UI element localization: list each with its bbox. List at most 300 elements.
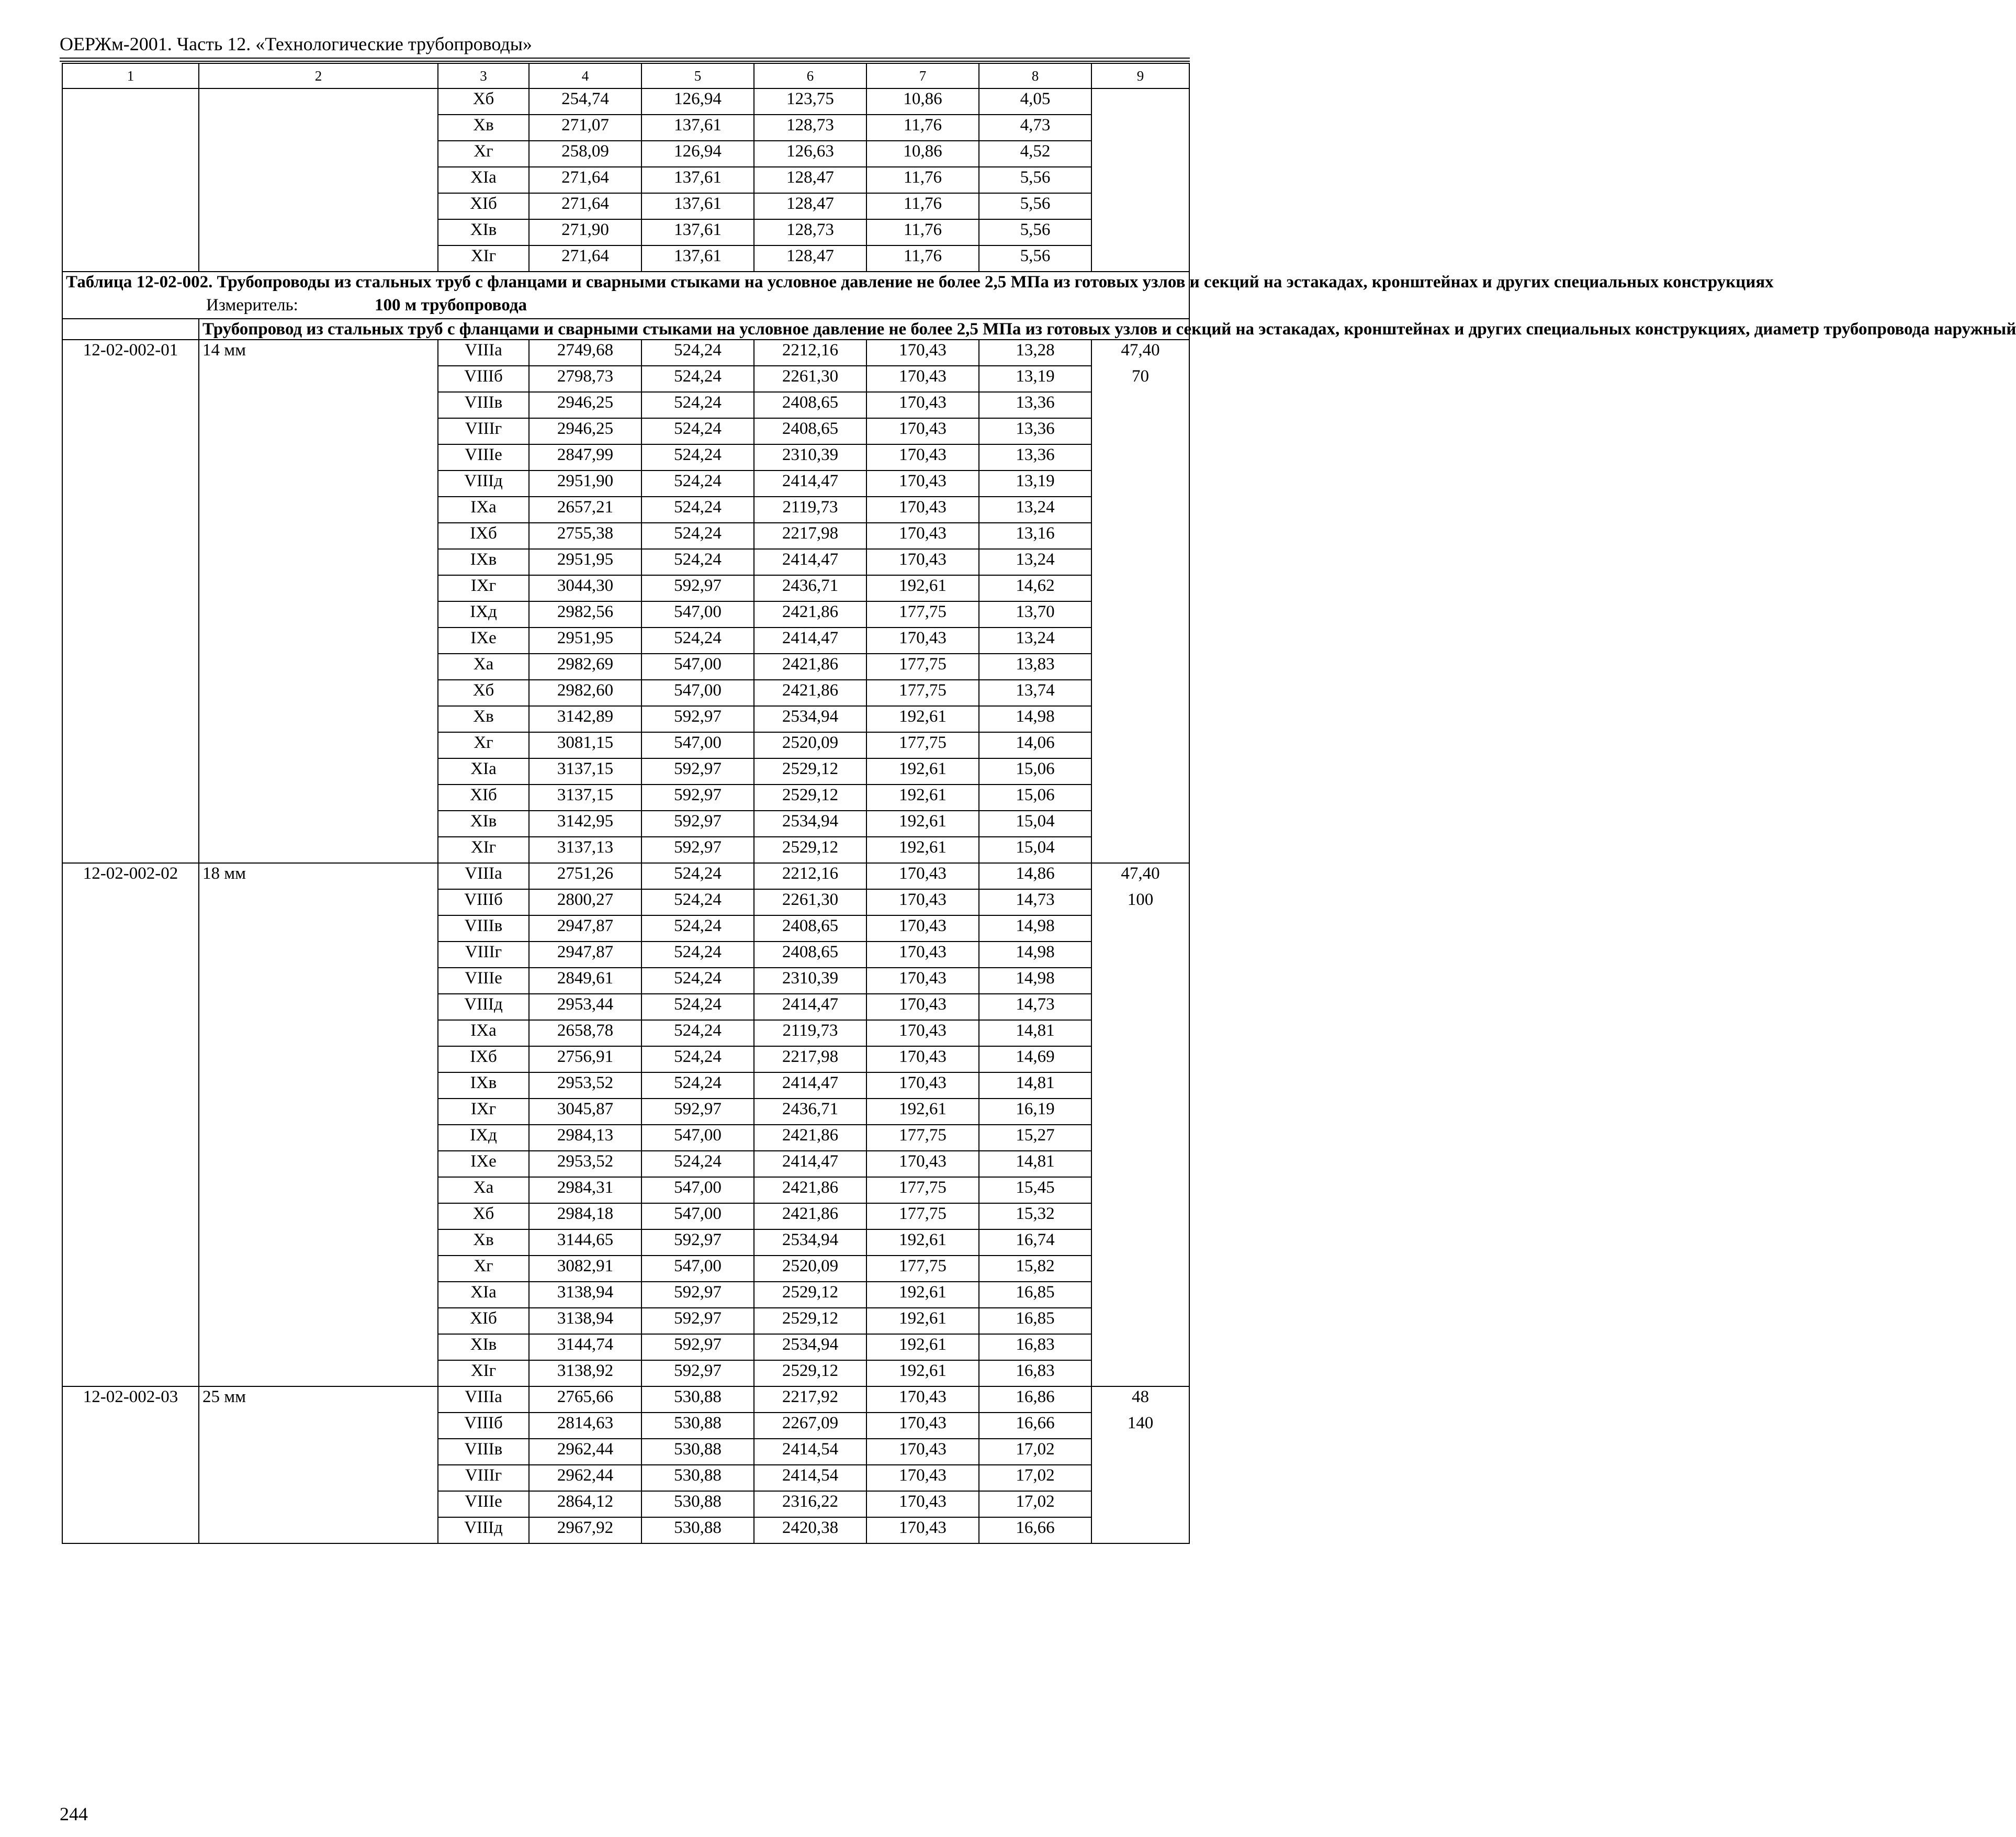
notes-cell — [1091, 1517, 1189, 1543]
value-cell: 170,43 — [866, 1386, 979, 1413]
value-cell: 170,43 — [866, 523, 979, 549]
value-cell: 547,00 — [641, 680, 754, 706]
notes-cell — [1091, 1099, 1189, 1125]
value-cell: 2408,65 — [754, 392, 866, 418]
notes-cell — [1091, 1256, 1189, 1282]
value-cell: 177,75 — [866, 1203, 979, 1229]
value-cell: 524,24 — [641, 497, 754, 523]
value-cell: IXд — [438, 601, 529, 628]
code-cell — [62, 193, 199, 219]
value-cell: Xв — [438, 706, 529, 732]
value-cell: 524,24 — [641, 994, 754, 1020]
value-cell: 15,27 — [979, 1125, 1091, 1151]
value-cell: 128,47 — [754, 245, 866, 272]
column-number: 3 — [438, 63, 529, 88]
value-cell: 2984,13 — [529, 1125, 641, 1151]
notes-cell — [1091, 1177, 1189, 1203]
notes-cell — [1091, 706, 1189, 732]
value-cell: 2962,44 — [529, 1465, 641, 1491]
code-cell — [62, 245, 199, 272]
value-cell: 592,97 — [641, 785, 754, 811]
value-cell: 177,75 — [866, 1125, 979, 1151]
value-cell: 126,94 — [641, 88, 754, 115]
value-cell: 524,24 — [641, 1072, 754, 1099]
value-cell: 2414,47 — [754, 994, 866, 1020]
value-cell: 271,64 — [529, 167, 641, 193]
notes-cell — [1091, 88, 1189, 115]
pipe-diameter: 14 мм — [199, 340, 438, 863]
value-cell: 15,04 — [979, 811, 1091, 837]
value-cell: 126,63 — [754, 141, 866, 167]
value-cell: 2984,18 — [529, 1203, 641, 1229]
value-cell: VIIIв — [438, 1439, 529, 1465]
value-cell: 2267,09 — [754, 1413, 866, 1439]
notes-cell — [1091, 1439, 1189, 1465]
value-cell: 524,24 — [641, 1046, 754, 1072]
value-cell: 524,24 — [641, 942, 754, 968]
value-cell: 2414,47 — [754, 1072, 866, 1099]
table-row — [62, 219, 1189, 245]
value-cell: 2534,94 — [754, 811, 866, 837]
notes-cell — [1091, 1308, 1189, 1334]
value-cell: IXa — [438, 497, 529, 523]
value-cell: 3142,89 — [529, 706, 641, 732]
notes-cell — [1091, 968, 1189, 994]
column-number: 4 — [529, 63, 641, 88]
table-row — [62, 340, 1189, 366]
table-row — [62, 88, 1189, 115]
value-cell: 192,61 — [866, 706, 979, 732]
value-cell: XIв — [438, 811, 529, 837]
value-cell: Xв — [438, 115, 529, 141]
rates-table-body — [62, 63, 2016, 1543]
value-cell: 2436,71 — [754, 1099, 866, 1125]
description-row — [62, 319, 1189, 340]
header-rule-bottom — [60, 61, 1190, 62]
value-cell: 2119,73 — [754, 497, 866, 523]
value-cell: 137,61 — [641, 167, 754, 193]
value-cell: 16,86 — [979, 1386, 1091, 1413]
value-cell: 177,75 — [866, 1256, 979, 1282]
column-number: 8 — [979, 63, 1091, 88]
value-cell: XIa — [438, 758, 529, 785]
column-number: 2 — [199, 63, 438, 88]
value-cell: 2814,63 — [529, 1413, 641, 1439]
value-cell: 524,24 — [641, 968, 754, 994]
column-number: 9 — [1091, 63, 1189, 88]
value-cell: 2217,98 — [754, 1046, 866, 1072]
value-cell: 16,66 — [979, 1413, 1091, 1439]
value-cell: 271,64 — [529, 193, 641, 219]
value-cell: 170,43 — [866, 628, 979, 654]
value-cell: 14,98 — [979, 968, 1091, 994]
value-cell: 592,97 — [641, 575, 754, 601]
value-cell: 3144,74 — [529, 1334, 641, 1360]
value-cell: 2953,44 — [529, 994, 641, 1020]
pipe-diameter: 18 мм — [199, 863, 438, 1386]
value-cell: 16,19 — [979, 1099, 1091, 1125]
value-cell: 128,47 — [754, 193, 866, 219]
page-number: 244 — [60, 1804, 88, 1824]
notes-value: 48 — [1091, 1386, 1189, 1413]
value-cell: 192,61 — [866, 785, 979, 811]
meter-value: 100 м трубопровода — [375, 296, 527, 315]
table-row — [62, 141, 1189, 167]
value-cell: 16,74 — [979, 1229, 1091, 1256]
meter-label: Измеритель: — [206, 296, 298, 315]
value-cell: 10,86 — [866, 141, 979, 167]
value-cell: VIIIa — [438, 340, 529, 366]
value-cell: 2421,86 — [754, 680, 866, 706]
notes-cell — [1091, 1229, 1189, 1256]
value-cell: 192,61 — [866, 1229, 979, 1256]
value-cell: 192,61 — [866, 1360, 979, 1386]
value-cell: IXг — [438, 575, 529, 601]
value-cell: 14,73 — [979, 889, 1091, 915]
value-cell: 524,24 — [641, 392, 754, 418]
value-cell: 2217,92 — [754, 1386, 866, 1413]
value-cell: 170,43 — [866, 497, 979, 523]
value-cell: 15,06 — [979, 785, 1091, 811]
notes-cell — [1091, 1334, 1189, 1360]
value-cell: 2420,38 — [754, 1517, 866, 1543]
value-cell: 170,43 — [866, 340, 979, 366]
table-row — [62, 863, 1189, 889]
name-cell — [199, 88, 438, 115]
value-cell: VIIIг — [438, 942, 529, 968]
table-row — [62, 193, 1189, 219]
value-cell: 16,83 — [979, 1360, 1091, 1386]
value-cell: 14,81 — [979, 1072, 1091, 1099]
value-cell: IXб — [438, 1046, 529, 1072]
value-cell: 15,45 — [979, 1177, 1091, 1203]
value-cell: 2414,54 — [754, 1465, 866, 1491]
value-cell: 2529,12 — [754, 837, 866, 863]
running-header: ОЕРЖм-2001. Часть 12. «Технологические трубопроводы» — [60, 33, 532, 54]
value-cell: 14,98 — [979, 706, 1091, 732]
value-cell: 3137,15 — [529, 758, 641, 785]
notes-cell — [1091, 471, 1189, 497]
value-cell: VIIIд — [438, 1517, 529, 1543]
value-cell: 5,56 — [979, 167, 1091, 193]
value-cell: 170,43 — [866, 889, 979, 915]
value-cell: 2421,86 — [754, 1177, 866, 1203]
notes-cell — [1091, 942, 1189, 968]
value-cell: 192,61 — [866, 837, 979, 863]
code-cell — [62, 141, 199, 167]
table-row — [62, 115, 1189, 141]
value-cell: 170,43 — [866, 549, 979, 575]
notes-cell — [1091, 732, 1189, 758]
value-cell: 524,24 — [641, 628, 754, 654]
value-cell: Xб — [438, 1203, 529, 1229]
value-cell: 170,43 — [866, 1465, 979, 1491]
value-cell: 11,76 — [866, 167, 979, 193]
value-cell: 547,00 — [641, 732, 754, 758]
value-cell: 13,19 — [979, 366, 1091, 392]
value-cell: 2798,73 — [529, 366, 641, 392]
value-cell: 3045,87 — [529, 1099, 641, 1125]
value-cell: 524,24 — [641, 340, 754, 366]
value-cell: 13,16 — [979, 523, 1091, 549]
value-cell: 170,43 — [866, 1517, 979, 1543]
notes-cell — [1091, 1020, 1189, 1046]
value-cell: 137,61 — [641, 219, 754, 245]
value-cell: 5,56 — [979, 193, 1091, 219]
value-cell: 2947,87 — [529, 915, 641, 942]
value-cell: 170,43 — [866, 1491, 979, 1517]
meter-cell — [62, 293, 1189, 319]
value-cell: 547,00 — [641, 601, 754, 628]
value-cell: 192,61 — [866, 758, 979, 785]
value-cell: IXe — [438, 628, 529, 654]
value-cell: 2529,12 — [754, 758, 866, 785]
value-cell: Xa — [438, 1177, 529, 1203]
notes-cell — [1091, 141, 1189, 167]
value-cell: VIIIб — [438, 366, 529, 392]
value-cell: XIв — [438, 219, 529, 245]
value-cell: 128,73 — [754, 115, 866, 141]
rate-code: 12-02-002-01 — [62, 340, 199, 863]
value-cell: 14,98 — [979, 915, 1091, 942]
value-cell: 17,02 — [979, 1439, 1091, 1465]
value-cell: 170,43 — [866, 471, 979, 497]
value-cell: 177,75 — [866, 601, 979, 628]
value-cell: 2982,60 — [529, 680, 641, 706]
value-cell: 524,24 — [641, 863, 754, 889]
value-cell: 2962,44 — [529, 1439, 641, 1465]
value-cell: 2534,94 — [754, 706, 866, 732]
value-cell: 2212,16 — [754, 863, 866, 889]
value-cell: 547,00 — [641, 1203, 754, 1229]
notes-cell — [1091, 575, 1189, 601]
value-cell: IXa — [438, 1020, 529, 1046]
value-cell: 2984,31 — [529, 1177, 641, 1203]
value-cell: XIв — [438, 1334, 529, 1360]
notes-cell — [1091, 758, 1189, 785]
value-cell: XIб — [438, 1308, 529, 1334]
value-cell: 14,98 — [979, 942, 1091, 968]
value-cell: 13,24 — [979, 549, 1091, 575]
value-cell: 170,43 — [866, 392, 979, 418]
value-cell: 592,97 — [641, 758, 754, 785]
value-cell: 2119,73 — [754, 1020, 866, 1046]
table-title: Таблица 12-02-002. Трубопроводы из стальных труб с фланцами и сварными стыками на условное давление не более 2,5 МПа из готовых узлов и секций на эстакадах, кронштейнах и других специальных конструкциях — [62, 272, 1189, 293]
value-cell: 10,86 — [866, 88, 979, 115]
value-cell: 2953,52 — [529, 1072, 641, 1099]
column-number: 7 — [866, 63, 979, 88]
value-cell: 530,88 — [641, 1413, 754, 1439]
value-cell: 592,97 — [641, 1334, 754, 1360]
value-cell: 2755,38 — [529, 523, 641, 549]
value-cell: 192,61 — [866, 1282, 979, 1308]
notes-value: 140 — [1091, 1413, 1189, 1439]
value-cell: 170,43 — [866, 915, 979, 942]
notes-cell — [1091, 811, 1189, 837]
value-cell: 15,04 — [979, 837, 1091, 863]
value-cell: 170,43 — [866, 1046, 979, 1072]
value-cell: 128,47 — [754, 167, 866, 193]
notes-cell — [1091, 193, 1189, 219]
notes-cell — [1091, 654, 1189, 680]
value-cell: 524,24 — [641, 471, 754, 497]
value-cell: 2534,94 — [754, 1334, 866, 1360]
value-cell: 524,24 — [641, 523, 754, 549]
value-cell: XIг — [438, 837, 529, 863]
value-cell: VIIIг — [438, 418, 529, 444]
value-cell: 3138,94 — [529, 1282, 641, 1308]
value-cell: XIa — [438, 1282, 529, 1308]
value-cell: 547,00 — [641, 654, 754, 680]
value-cell: Xб — [438, 680, 529, 706]
value-cell: 128,73 — [754, 219, 866, 245]
header-rule-top — [60, 58, 1190, 59]
value-cell: 192,61 — [866, 811, 979, 837]
value-cell: IXв — [438, 549, 529, 575]
value-cell: 177,75 — [866, 680, 979, 706]
value-cell: 13,36 — [979, 392, 1091, 418]
value-cell: 3137,13 — [529, 837, 641, 863]
value-cell: 530,88 — [641, 1386, 754, 1413]
value-cell: 192,61 — [866, 1099, 979, 1125]
value-cell: 2947,87 — [529, 942, 641, 968]
value-cell: 14,73 — [979, 994, 1091, 1020]
value-cell: 3138,92 — [529, 1360, 641, 1386]
value-cell: 14,06 — [979, 732, 1091, 758]
value-cell: 2310,39 — [754, 968, 866, 994]
value-cell: 2520,09 — [754, 1256, 866, 1282]
value-cell: 13,36 — [979, 418, 1091, 444]
column-number: 6 — [754, 63, 866, 88]
table-row — [62, 167, 1189, 193]
notes-cell — [1091, 497, 1189, 523]
value-cell: 137,61 — [641, 193, 754, 219]
value-cell: VIIIг — [438, 1465, 529, 1491]
value-cell: 170,43 — [866, 942, 979, 968]
value-cell: 123,75 — [754, 88, 866, 115]
value-cell: 592,97 — [641, 1229, 754, 1256]
value-cell: 2414,47 — [754, 628, 866, 654]
name-cell — [199, 167, 438, 193]
value-cell: 2864,12 — [529, 1491, 641, 1517]
value-cell: IXд — [438, 1125, 529, 1151]
notes-value: 47,40 — [1091, 863, 1189, 889]
value-cell: 2765,66 — [529, 1386, 641, 1413]
value-cell: 192,61 — [866, 575, 979, 601]
value-cell: 14,81 — [979, 1020, 1091, 1046]
value-cell: 2529,12 — [754, 1308, 866, 1334]
value-cell: 2414,54 — [754, 1439, 866, 1465]
value-cell: XIг — [438, 1360, 529, 1386]
value-cell: 2529,12 — [754, 1360, 866, 1386]
value-cell: 2421,86 — [754, 1203, 866, 1229]
pipe-diameter: 25 мм — [199, 1386, 438, 1543]
value-cell: 524,24 — [641, 915, 754, 942]
value-cell: 254,74 — [529, 88, 641, 115]
value-cell: 170,43 — [866, 418, 979, 444]
value-cell: VIIIб — [438, 889, 529, 915]
value-cell: Xв — [438, 1229, 529, 1256]
value-cell: 13,36 — [979, 444, 1091, 471]
value-cell: VIIIa — [438, 863, 529, 889]
notes-cell — [1091, 785, 1189, 811]
value-cell: 3044,30 — [529, 575, 641, 601]
value-cell: 192,61 — [866, 1308, 979, 1334]
notes-cell — [1091, 994, 1189, 1020]
code-cell — [62, 219, 199, 245]
notes-value: 47,40 — [1091, 340, 1189, 366]
value-cell: 16,85 — [979, 1282, 1091, 1308]
value-cell: 170,43 — [866, 1151, 979, 1177]
value-cell: VIIIв — [438, 392, 529, 418]
value-cell: 170,43 — [866, 1072, 979, 1099]
value-cell: XIг — [438, 245, 529, 272]
value-cell: VIIIв — [438, 915, 529, 942]
value-cell: 524,24 — [641, 1151, 754, 1177]
value-cell: VIIIe — [438, 968, 529, 994]
value-cell: 271,07 — [529, 115, 641, 141]
value-cell: 2953,52 — [529, 1151, 641, 1177]
value-cell: 177,75 — [866, 654, 979, 680]
value-cell: Xг — [438, 732, 529, 758]
notes-cell — [1091, 523, 1189, 549]
value-cell: 2946,25 — [529, 418, 641, 444]
value-cell: IXв — [438, 1072, 529, 1099]
notes-value: 70 — [1091, 366, 1189, 392]
value-cell: 2951,90 — [529, 471, 641, 497]
value-cell: 2408,65 — [754, 915, 866, 942]
value-cell: 2529,12 — [754, 1282, 866, 1308]
notes-cell — [1091, 392, 1189, 418]
value-cell: 13,19 — [979, 471, 1091, 497]
name-cell — [199, 219, 438, 245]
value-cell: 524,24 — [641, 1020, 754, 1046]
name-cell — [199, 141, 438, 167]
column-number: 1 — [62, 63, 199, 88]
value-cell: 13,70 — [979, 601, 1091, 628]
value-cell: 592,97 — [641, 1308, 754, 1334]
value-cell: 547,00 — [641, 1125, 754, 1151]
value-cell: 170,43 — [866, 444, 979, 471]
value-cell: 2408,65 — [754, 942, 866, 968]
value-cell: VIIIд — [438, 994, 529, 1020]
value-cell: 3144,65 — [529, 1229, 641, 1256]
notes-cell — [1091, 1151, 1189, 1177]
value-cell: XIб — [438, 785, 529, 811]
value-cell: 524,24 — [641, 418, 754, 444]
value-cell: 524,24 — [641, 444, 754, 471]
value-cell: 2310,39 — [754, 444, 866, 471]
notes-cell — [1091, 837, 1189, 863]
value-cell: 2436,71 — [754, 575, 866, 601]
value-cell: 524,24 — [641, 366, 754, 392]
value-cell: 170,43 — [866, 968, 979, 994]
value-cell: Xг — [438, 1256, 529, 1282]
value-cell: 592,97 — [641, 706, 754, 732]
value-cell: IXe — [438, 1151, 529, 1177]
value-cell: 5,56 — [979, 245, 1091, 272]
value-cell: 126,94 — [641, 141, 754, 167]
value-cell: 2847,99 — [529, 444, 641, 471]
value-cell: 2421,86 — [754, 654, 866, 680]
value-cell: 258,09 — [529, 141, 641, 167]
value-cell: 11,76 — [866, 245, 979, 272]
value-cell: Xб — [438, 88, 529, 115]
value-cell: Xг — [438, 141, 529, 167]
value-cell: 2261,30 — [754, 889, 866, 915]
value-cell: 177,75 — [866, 732, 979, 758]
value-cell: 14,69 — [979, 1046, 1091, 1072]
